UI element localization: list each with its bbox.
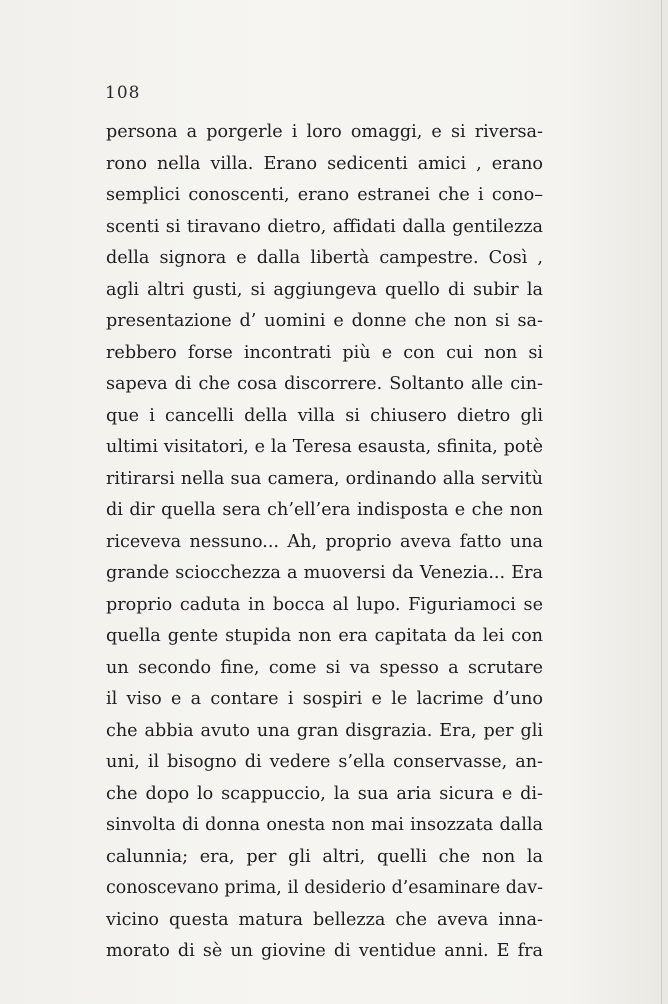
text-line: vicino questa matura bellezza che aveva inna- xyxy=(106,909,543,930)
text-line: persona a porgerle i loro omaggi, e si riversa- xyxy=(106,122,543,142)
text-line: agli altri gusti, si aggiungeva quello di subir la xyxy=(106,279,543,300)
text-line: rebbero forse incontrati più e con cui non si xyxy=(106,342,543,363)
text-line: che abbia avuto una gran disgrazia. Era, per gli xyxy=(106,720,543,741)
text-line: semplici conoscenti, erano estranei che i cono– xyxy=(106,185,543,205)
body-text xyxy=(106,117,543,968)
text-line: un secondo fine, come si va spesso a scrutare xyxy=(106,657,543,678)
text-line: morato di sè un giovine di ventidue anni. E fra xyxy=(106,941,543,961)
text-line: calunnia; era, per gli altri, quelli che non la xyxy=(106,846,543,867)
text-line: presentazione d’ uomini e donne che non si sa- xyxy=(106,311,543,331)
text-line: ritirarsi nella sua camera, ordinando alla servitù xyxy=(106,468,543,489)
text-line: riceveva nessuno... Ah, proprio aveva fatto una xyxy=(106,531,543,552)
text-line: che dopo lo scappuccio, la sua aria sicura e di- xyxy=(106,783,543,804)
text-line: proprio caduta in bocca al lupo. Figuriamoci se xyxy=(106,594,543,615)
text-line: rono nella villa. Erano sedicenti amici , erano xyxy=(106,153,543,174)
text-line: quella gente stupida non era capitata da lei con xyxy=(106,626,543,646)
text-line: scenti si tiravano dietro, affidati dalla gentilezza xyxy=(106,216,543,237)
text-line: sinvolta di donna onesta non mai insozzata dalla xyxy=(106,815,543,835)
page-number: 108 xyxy=(105,83,141,103)
text-line: di dir quella sera ch’ell’era indisposta e che non xyxy=(106,500,543,520)
text-line: il viso e a contare i sospiri e le lacrime d’uno xyxy=(106,689,543,709)
text-line: conoscevano prima, il desiderio d’esaminare dav- xyxy=(106,878,543,898)
text-line: sapeva di che cosa discorrere. Soltanto alle cin- xyxy=(106,374,543,394)
text-line: uni, il bisogno di vedere s’ella conservasse, an- xyxy=(106,752,543,772)
text-line: grande sciocchezza a muoversi da Venezia... Era xyxy=(106,563,543,583)
text-line: della signora e dalla libertà campestre. Così , xyxy=(106,248,543,268)
text-line: que i cancelli della villa si chiusero dietro gli xyxy=(106,405,543,426)
page-edge xyxy=(661,0,662,1004)
text-line: ultimi visitatori, e la Teresa esausta, sfinita, potè xyxy=(106,437,543,457)
